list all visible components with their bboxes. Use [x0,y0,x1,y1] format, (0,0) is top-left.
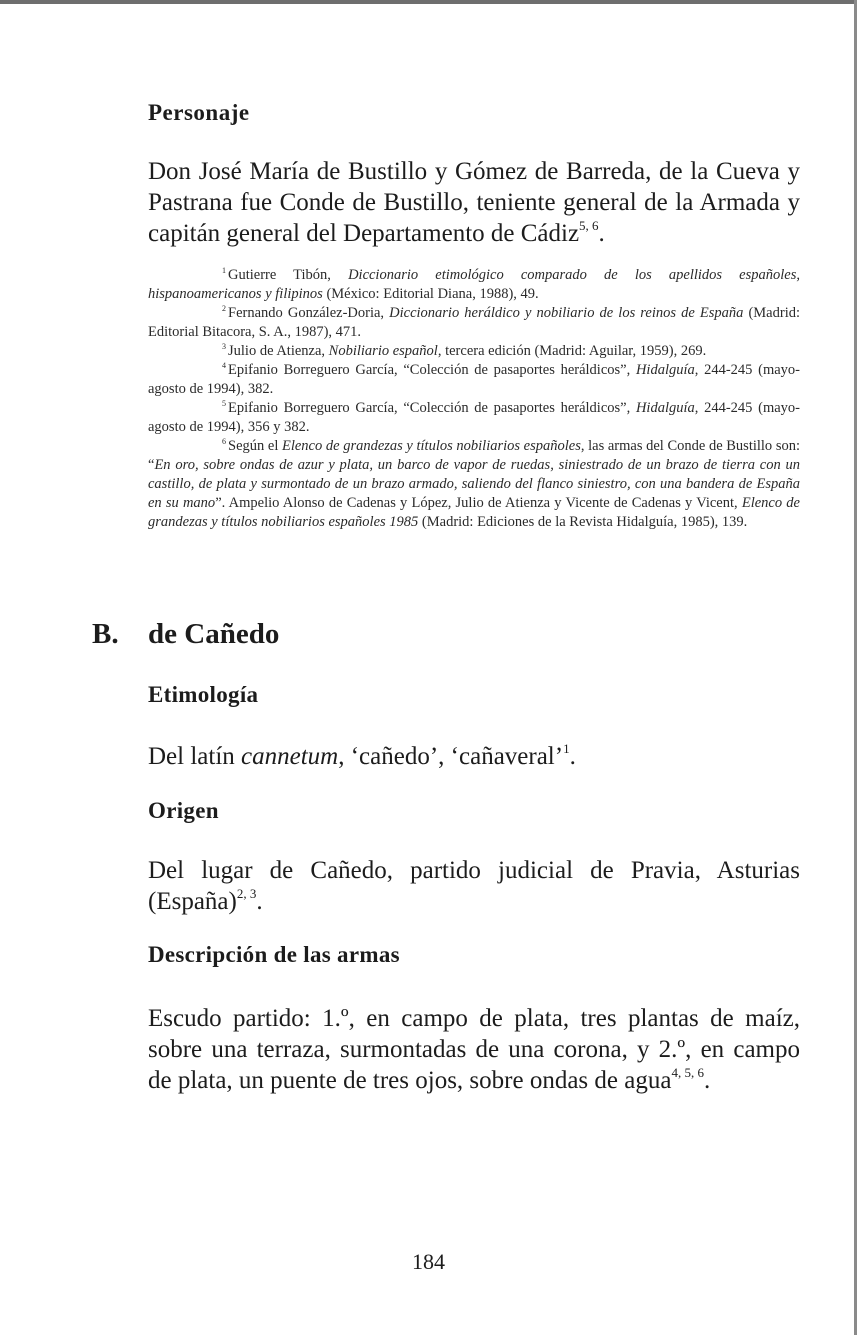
footnote-5 [148,399,800,437]
footnote-text: Epifanio Borreguero García, “Colección de pasaportes heráldicos”, [228,362,636,378]
footnote-number: 6 [222,437,226,446]
heading-personaje: Personaje [148,100,250,125]
footnote-text: ”. Ampelio Alonso de Cadenas y López, Julio de Atienza y Vicente de Cadenas y Vicent, [215,495,742,511]
paragraph-etimologia [148,741,800,772]
paragraph-end: . [256,888,263,915]
paragraph-origen [148,855,800,917]
section-title: de Cañedo [148,618,280,650]
footnote-title: Elenco de grandezas y títulos nobiliarios españoles 1985 [148,495,800,530]
footnote-title: Nobiliario español [328,343,438,359]
footnote-title: Hidalguía [635,362,695,378]
paragraph-personaje [148,156,800,249]
heading-etimologia: Etimología [148,682,259,707]
paragraph-end: . [569,743,576,770]
heading-descripcion: Descripción de las armas [148,942,400,967]
footnote-title: Diccionario etimológico comparado de los apellidos españoles, hispanoamericanos y filipinos [148,267,800,302]
top-border [0,0,857,4]
footnote-ref: 1 [563,741,570,756]
paragraph-text: Escudo partido: 1.º, en campo de plata, tres plantas de maíz, sobre una terraza, surmontadas de una corona, y 2.º, en campo de plata, un puente de tres ojos, sobre ondas de agua [148,1005,800,1094]
page-number: 184 [412,1249,445,1274]
footnote-text: , 244-245 (mayo-agosto de 1994), 382. [148,362,800,397]
paragraph-end: . [703,1067,711,1094]
footnote-text: (México: Editorial Diana, 1988), 49. [322,286,539,302]
footnote-text: , las armas del Conde de Bustillo son: “ [148,438,800,473]
footnote-number: 5 [222,399,226,408]
footnote-text: (Madrid: Ediciones de la Revista Hidalguía, 1985), 139. [418,514,748,530]
paragraph-end: . [598,220,605,247]
footnote-6 [148,437,800,532]
paragraph-text: , ‘cañedo’, ‘cañaveral’ [338,743,564,770]
footnote-number: 1 [222,266,226,275]
footnote-text: Fernando González-Doria, [228,305,390,321]
latin-term: cannetum [241,743,339,770]
footnote-text: , 244-245 (mayo-agosto de 1994), 356 y 382. [148,400,800,435]
section-heading [92,618,279,651]
paragraph-text: Del latín [148,743,242,770]
footnotes [148,266,800,532]
footnote-number: 4 [222,361,226,370]
footnote-text: (Madrid: Editorial Bitacora, S. A., 1987), 471. [148,305,800,340]
footnote-4 [148,361,800,399]
paragraph-text: Don José María de Bustillo y Gómez de Barreda, de la Cueva y Pastrana fue Conde de Bustillo, teniente general de la Armada y capitán general del Departamento de Cádiz [148,158,800,247]
paragraph-text: Del lugar de Cañedo, partido judicial de Pravia, Asturias (España) [148,857,800,915]
footnote-text: Epifanio Borreguero García, “Colección de pasaportes heráldicos”, [228,400,636,416]
heading-origen: Origen [148,798,219,823]
footnote-number: 2 [222,304,226,313]
footnote-title: Diccionario heráldico y nobiliario de los reinos de España [389,305,744,321]
section-letter: B. [92,618,119,650]
footnote-number: 3 [222,342,226,351]
footnote-text: , tercera edición (Madrid: Aguilar, 1959), 269. [437,343,707,359]
footnote-3 [148,342,800,361]
footnote-ref: 5, 6 [579,218,599,233]
footnote-title: Elenco de grandezas y títulos nobiliarios españoles [281,438,581,454]
footnote-2 [148,304,800,342]
paragraph-descripcion [148,1003,800,1096]
footnote-ref: 2, 3 [236,886,257,901]
footnote-quote: En oro, sobre ondas de azur y plata, un barco de vapor de ruedas, siniestrado de un brazo de tierra con un castillo, de plata y surmontado de un brazo armado, saliendo del flanco siniestro, con una bandera de España en su mano [148,457,800,511]
footnote-title: Hidalguía [635,400,695,416]
footnote-text: Julio de Atienza, [228,343,329,359]
footnote-text: Según el [228,438,282,454]
footnote-text: Gutierre Tibón, [228,267,349,283]
footnote-ref: 4, 5, 6 [671,1065,704,1080]
footnote-1 [148,266,800,304]
